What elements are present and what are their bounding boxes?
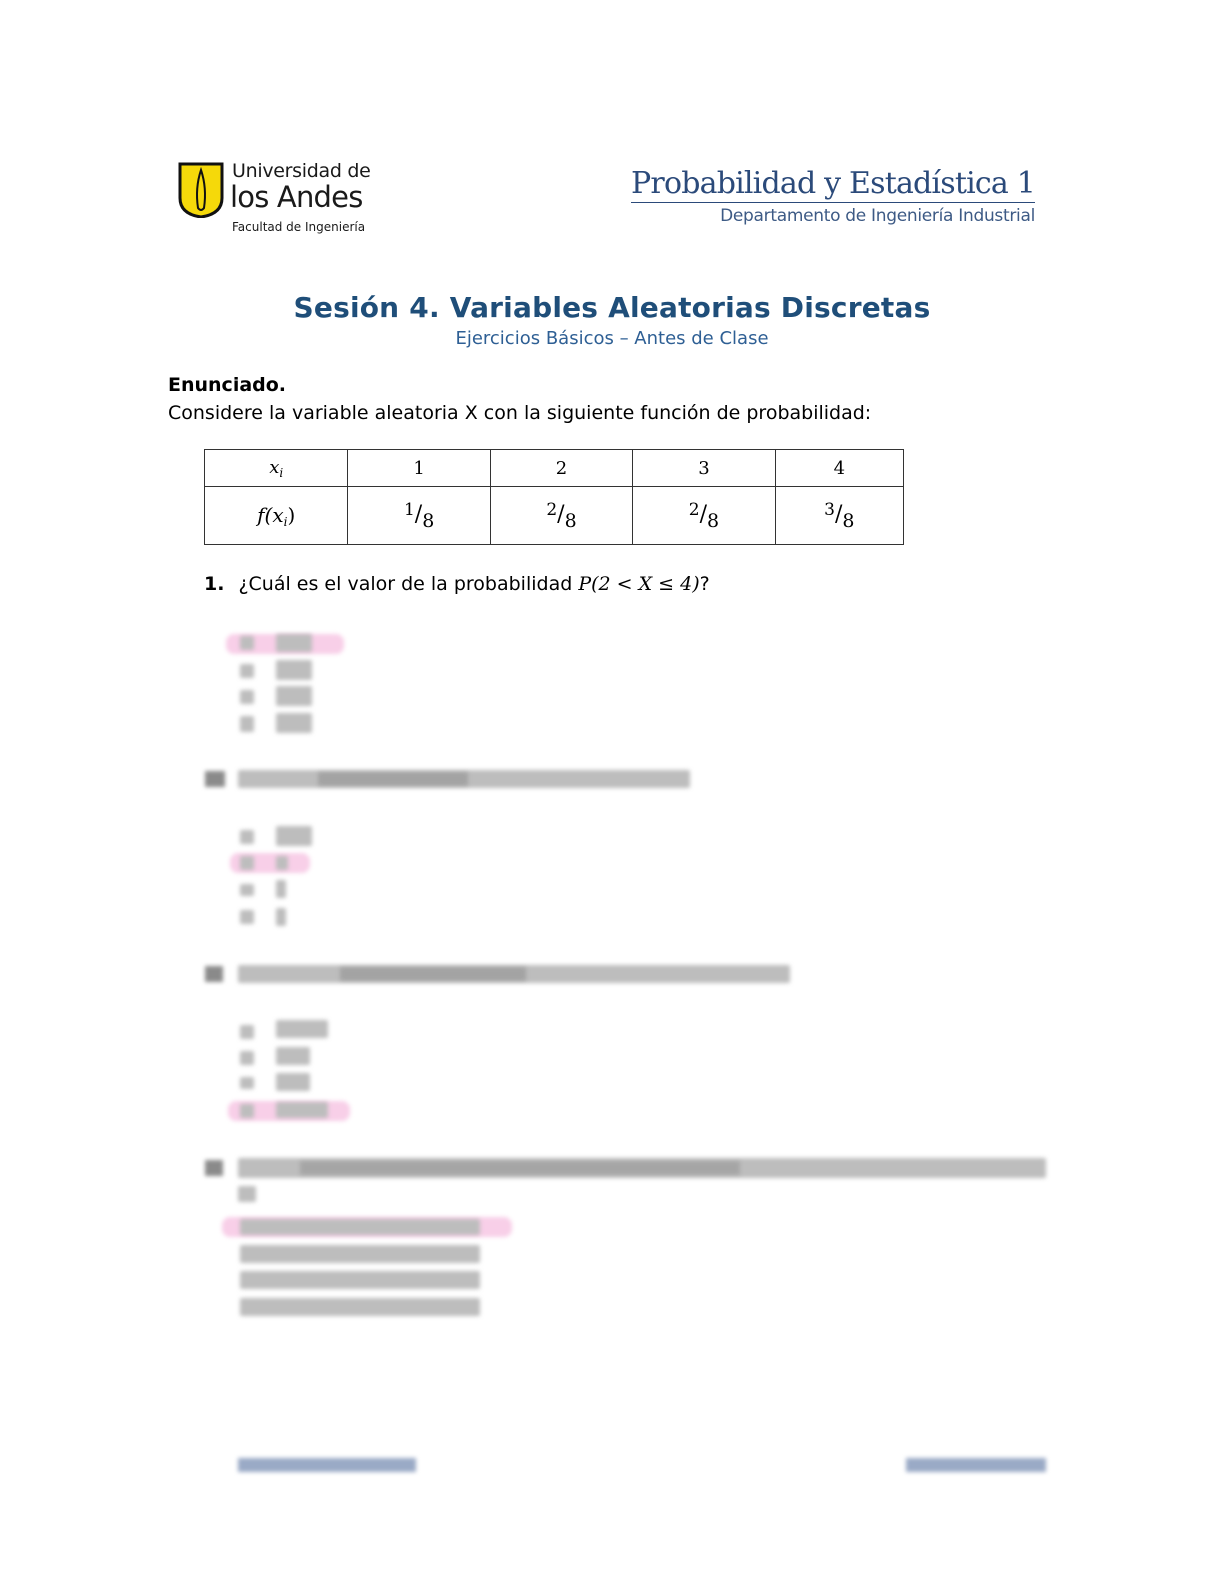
redacted-bold-text [340,967,526,981]
redacted-option-letter [240,856,254,870]
redacted-option-value [276,908,286,926]
redacted-option-value [276,826,312,846]
redacted-question-number [205,771,225,787]
table-row-f [205,487,904,545]
redacted-option-letter [240,716,254,732]
redacted-bold-text [318,772,468,786]
x-symbol: x [269,456,280,478]
frac-numerator: 2 [546,499,558,520]
x-value: 2 [490,450,632,487]
question-suffix: ? [699,573,710,595]
page-title: Sesión 4. Variables Aleatorias Discretas [293,291,931,324]
redacted-footer-right [906,1458,1046,1472]
frac-numerator: 2 [688,499,700,520]
statement-text: Considere la variable aleatoria X con la siguiente función de probabilidad: [168,402,872,424]
redacted-option-value [276,660,312,680]
statement-label: Enunciado. [168,374,287,396]
redacted-option-letter [240,910,254,924]
redacted-option-letter [240,830,254,844]
row-label-f [205,487,348,545]
probability-value: $^3$/8 [775,487,903,545]
f-prefix: f( [257,502,273,527]
department-name: Departamento de Ingeniería Industrial [720,206,1035,226]
redacted-option [240,1271,480,1289]
table-row-x [205,450,904,487]
redacted-option-value [276,856,288,870]
frac-denominator: 8 [564,509,577,532]
frac-denominator: 8 [842,509,855,532]
redacted-option-letter [240,636,254,650]
logo-line-2: los Andes [230,180,363,214]
x-value: 4 [775,450,903,487]
logo-line-3: Facultad de Ingeniería [232,220,366,234]
redacted-option-value [276,1020,328,1038]
frac-numerator: 3 [824,499,835,520]
course-title: Probabilidad y Estadística 1 [631,166,1035,201]
redacted-option-letter [240,1077,254,1089]
redacted-question-number [205,966,223,982]
redacted-question-number [205,1160,223,1176]
redacted-option-value [276,713,312,733]
shield-logo-icon [178,162,224,218]
redacted-question-text-line2 [238,1186,256,1202]
frac-denominator: 8 [707,509,720,532]
redacted-option-value [276,1047,310,1065]
redacted-bold-text [300,1161,740,1175]
probability-value: $^2$/8 [490,487,632,545]
redacted-option-letter [240,664,254,678]
f-suffix: ) [287,502,296,527]
redacted-option-value [276,1073,310,1091]
x-value: 1 [348,450,490,487]
redacted-option [240,1298,480,1316]
x-value: 3 [633,450,775,487]
probability-table [204,449,904,545]
redacted-option-value [276,686,312,706]
redacted-footer-left [238,1458,416,1472]
redacted-option-value [276,634,312,652]
redacted-option [240,1219,480,1235]
frac-denominator: 8 [422,509,435,532]
question-1 [204,573,710,595]
probability-value: $^1$/8 [348,487,490,545]
redacted-option-value [276,880,286,898]
redacted-option [240,1245,480,1263]
redacted-option-letter [240,1025,254,1039]
course-header [631,166,1035,226]
page-subtitle: Ejercicios Básicos – Antes de Clase [455,328,769,349]
question-text: ¿Cuál es el valor de la probabilidad [238,573,579,595]
x-subscript: i [279,465,284,480]
redacted-option-value [276,1102,328,1118]
question-number: 1. [204,573,225,595]
probability-value: $^2$/8 [633,487,775,545]
redacted-option-letter [240,1051,254,1065]
frac-numerator: 1 [403,499,415,520]
redacted-option-letter [240,1104,254,1118]
university-logo [178,160,371,240]
row-label-x [205,450,348,487]
redacted-option-letter [240,884,254,896]
f-var: x [272,502,284,527]
question-math: P(2 < X ≤ 4) [578,573,700,595]
logo-line-1: Universidad de [232,160,371,182]
redacted-option-letter [240,690,254,704]
f-subscript: i [283,514,288,529]
